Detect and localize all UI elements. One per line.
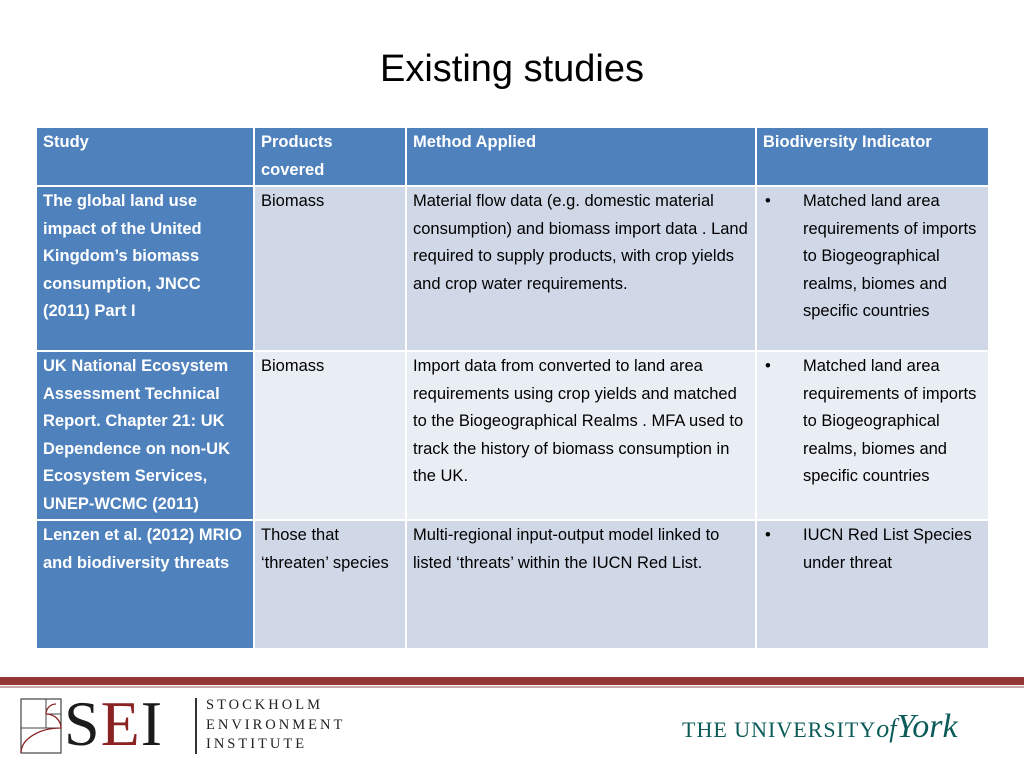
header-indicator: Biodiversity Indicator — [756, 127, 989, 186]
header-products: Products covered — [254, 127, 406, 186]
study-cell: Lenzen et al. (2012) MRIO and biodiversity threats — [36, 520, 254, 649]
indicator-text: Matched land area requirements of imports to Biogeographical realms, biomes and specific countries — [803, 192, 977, 320]
studies-table — [35, 126, 990, 650]
study-cell: UK National Ecosystem Assessment Technical Report. Chapter 21: UK Dependence on non-UK Ecosystem Services, UNEP-WCMC (2011) — [36, 351, 254, 520]
indicator-cell — [756, 520, 989, 649]
table-row — [36, 186, 989, 351]
slide-title: Existing studies — [379, 48, 644, 90]
bullet-icon: • — [765, 357, 771, 375]
products-cell: Biomass — [254, 351, 406, 520]
method-cell: Multi-regional input-output model linked to listed ‘threats’ within the IUCN Red List. — [406, 520, 756, 649]
golden-spiral-icon — [20, 698, 62, 754]
header-method: Method Applied — [406, 127, 756, 186]
indicator-cell — [756, 186, 989, 351]
sei-divider — [195, 698, 197, 754]
indicator-cell — [756, 351, 989, 520]
indicator-text: Matched land area requirements of imports to Biogeographical realms, biomes and specific countries — [803, 357, 977, 485]
sei-name: STOCKHOLM ENVIRONMENT INSTITUTE — [206, 697, 346, 752]
university-of-york-logo: THE UNIVERSITYofYork — [682, 708, 958, 745]
sei-letters: SEI — [64, 688, 163, 759]
table-row — [36, 520, 989, 649]
indicator-text: IUCN Red List Species under threat — [803, 526, 972, 572]
bullet-icon: • — [765, 192, 771, 210]
method-cell: Import data from converted to land area requirements using crop yields and matched to the Biogeographical Realms . MFA used to track the history of biomass consumption in the UK. — [406, 351, 756, 520]
header-study: Study — [36, 127, 254, 186]
study-cell: The global land use impact of the United Kingdom’s biomass consumption, JNCC (2011) Part I — [36, 186, 254, 351]
bullet-icon: • — [765, 526, 771, 544]
footer-accent-bar — [0, 677, 1024, 685]
table-header-row — [36, 127, 989, 186]
sei-logo — [20, 688, 350, 759]
method-cell: Material flow data (e.g. domestic material consumption) and biomass import data . Land required to supply products, with crop yields and crop water requirements. — [406, 186, 756, 351]
products-cell: Those that ‘threaten’ species — [254, 520, 406, 649]
products-cell: Biomass — [254, 186, 406, 351]
table-row — [36, 351, 989, 520]
